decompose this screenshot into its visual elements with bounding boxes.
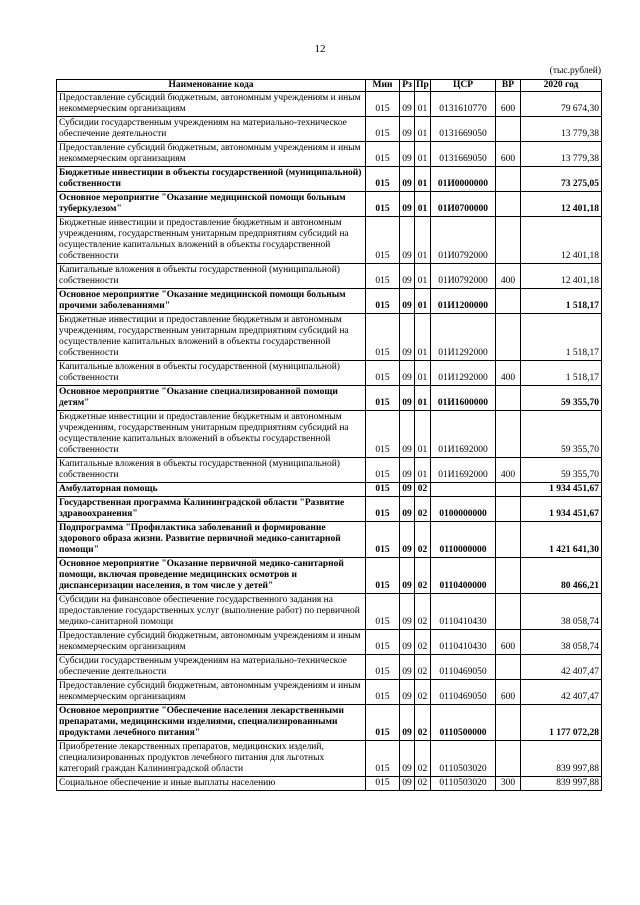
row-name: Предоставление субсидий бюджетным, автономным учреждениям и иным некоммерческим организациям bbox=[57, 142, 366, 167]
row-csr: 01И1600000 bbox=[431, 386, 496, 411]
row-vr bbox=[496, 483, 521, 497]
row-min: 015 bbox=[366, 741, 400, 777]
row-pr: 01 bbox=[415, 361, 431, 386]
row-name: Капитальные вложения в объекты государственной (муниципальной) собственности bbox=[57, 361, 366, 386]
row-rz: 09 bbox=[400, 142, 415, 167]
table-row bbox=[57, 594, 602, 630]
row-name: Предоставление субсидий бюджетным, автономным учреждениям и иным некоммерческим организациям bbox=[57, 92, 366, 117]
row-rz: 09 bbox=[400, 167, 415, 192]
row-amount: 38 058,74 bbox=[521, 630, 602, 655]
row-amount: 79 674,30 bbox=[521, 92, 602, 117]
row-min: 015 bbox=[366, 117, 400, 142]
row-min: 015 bbox=[366, 522, 400, 558]
table-row bbox=[57, 522, 602, 558]
row-pr: 02 bbox=[415, 655, 431, 680]
row-name: Основное мероприятие "Обеспечение населения лекарственными препаратами, медицинскими изделиями, специализированными продуктами лечебного питания" bbox=[57, 705, 366, 741]
page-number: 12 bbox=[314, 43, 326, 55]
row-rz: 09 bbox=[400, 217, 415, 264]
row-pr: 01 bbox=[415, 167, 431, 192]
row-vr bbox=[496, 594, 521, 630]
row-amount: 59 355,70 bbox=[521, 386, 602, 411]
row-name: Субсидии государственным учреждениям на материально-техническое обеспечение деятельности bbox=[57, 655, 366, 680]
row-min: 015 bbox=[366, 630, 400, 655]
row-min: 015 bbox=[366, 655, 400, 680]
row-rz: 09 bbox=[400, 630, 415, 655]
row-csr: 01И1200000 bbox=[431, 289, 496, 314]
row-amount: 839 997,88 bbox=[521, 741, 602, 777]
row-name: Субсидии государственным учреждениям на материально-техническое обеспечение деятельности bbox=[57, 117, 366, 142]
row-rz: 09 bbox=[400, 741, 415, 777]
row-name: Социальное обеспечение и иные выплаты населению bbox=[57, 777, 366, 791]
row-vr bbox=[496, 167, 521, 192]
table-row bbox=[57, 314, 602, 361]
header-amount: 2020 год bbox=[521, 80, 602, 92]
row-amount: 1 934 451,67 bbox=[521, 483, 602, 497]
row-amount: 12 401,18 bbox=[521, 192, 602, 217]
table-row bbox=[57, 411, 602, 458]
row-rz: 09 bbox=[400, 289, 415, 314]
row-vr: 400 bbox=[496, 264, 521, 289]
row-amount: 1 934 451,67 bbox=[521, 497, 602, 522]
row-name: Подпрограмма "Профилактика заболеваний и формирование здорового образа жизни. Развитие первичной медико-санитарной помощи" bbox=[57, 522, 366, 558]
row-rz: 09 bbox=[400, 497, 415, 522]
row-rz: 09 bbox=[400, 594, 415, 630]
row-pr: 01 bbox=[415, 314, 431, 361]
row-min: 015 bbox=[366, 680, 400, 705]
row-amount: 1 421 641,30 bbox=[521, 522, 602, 558]
row-csr: 01И1692000 bbox=[431, 411, 496, 458]
row-min: 015 bbox=[366, 167, 400, 192]
row-amount: 73 275,05 bbox=[521, 167, 602, 192]
row-name: Предоставление субсидий бюджетным, автономным учреждениям и иным некоммерческим организациям bbox=[57, 630, 366, 655]
unit-label: (тыс.рублей) bbox=[549, 66, 601, 76]
table-row bbox=[57, 142, 602, 167]
row-csr: 0110400000 bbox=[431, 558, 496, 594]
row-csr: 0131669050 bbox=[431, 142, 496, 167]
table-row bbox=[57, 483, 602, 497]
row-csr: 0110469050 bbox=[431, 655, 496, 680]
row-rz: 09 bbox=[400, 458, 415, 483]
row-pr: 02 bbox=[415, 522, 431, 558]
row-name: Бюджетные инвестиции и предоставление бюджетным и автономным учреждениям, государственным унитарным предприятиям субсидий на осуществление капитальных вложений в объекты государственной собственности bbox=[57, 411, 366, 458]
row-min: 015 bbox=[366, 192, 400, 217]
row-min: 015 bbox=[366, 558, 400, 594]
row-name: Капитальные вложения в объекты государственной (муниципальной) собственности bbox=[57, 264, 366, 289]
table-row bbox=[57, 558, 602, 594]
row-rz: 09 bbox=[400, 314, 415, 361]
row-vr: 300 bbox=[496, 777, 521, 791]
row-vr bbox=[496, 705, 521, 741]
row-rz: 09 bbox=[400, 655, 415, 680]
table-row bbox=[57, 167, 602, 192]
row-min: 015 bbox=[366, 217, 400, 264]
row-amount: 1 518,17 bbox=[521, 314, 602, 361]
row-csr: 01И1292000 bbox=[431, 361, 496, 386]
row-min: 015 bbox=[366, 483, 400, 497]
row-name: Субсидии на финансовое обеспечение государственного задания на предоставление государственных услуг (выполнение работ) по первичной медико-санитарной помощи bbox=[57, 594, 366, 630]
row-rz: 09 bbox=[400, 192, 415, 217]
row-min: 015 bbox=[366, 497, 400, 522]
row-name: Основное мероприятие "Оказание медицинской помощи больным туберкулезом" bbox=[57, 192, 366, 217]
row-pr: 02 bbox=[415, 777, 431, 791]
row-pr: 02 bbox=[415, 741, 431, 777]
row-amount: 13 779,38 bbox=[521, 117, 602, 142]
row-rz: 09 bbox=[400, 680, 415, 705]
row-amount: 12 401,18 bbox=[521, 217, 602, 264]
row-csr: 0110500000 bbox=[431, 705, 496, 741]
table-row bbox=[57, 192, 602, 217]
row-rz: 09 bbox=[400, 361, 415, 386]
row-rz: 09 bbox=[400, 777, 415, 791]
row-vr bbox=[496, 558, 521, 594]
row-amount: 839 997,88 bbox=[521, 777, 602, 791]
row-min: 015 bbox=[366, 361, 400, 386]
header-row bbox=[57, 80, 602, 92]
row-csr: 01И0792000 bbox=[431, 264, 496, 289]
row-csr: 0110000000 bbox=[431, 522, 496, 558]
row-vr bbox=[496, 217, 521, 264]
row-pr: 01 bbox=[415, 289, 431, 314]
row-rz: 09 bbox=[400, 386, 415, 411]
row-pr: 01 bbox=[415, 192, 431, 217]
table-body bbox=[57, 92, 602, 791]
row-name: Бюджетные инвестиции и предоставление бюджетным и автономным учреждениям, государственным унитарным предприятиям субсидий на осуществление капитальных вложений в объекты государственной собственности bbox=[57, 314, 366, 361]
row-vr bbox=[496, 192, 521, 217]
row-min: 015 bbox=[366, 458, 400, 483]
table-row bbox=[57, 361, 602, 386]
row-pr: 02 bbox=[415, 630, 431, 655]
row-rz: 09 bbox=[400, 522, 415, 558]
row-min: 015 bbox=[366, 386, 400, 411]
row-vr: 600 bbox=[496, 630, 521, 655]
row-vr bbox=[496, 314, 521, 361]
row-csr: 0110410430 bbox=[431, 594, 496, 630]
row-csr: 0110410430 bbox=[431, 630, 496, 655]
row-min: 015 bbox=[366, 264, 400, 289]
row-name: Основное мероприятие "Оказание специализированной помощи детям" bbox=[57, 386, 366, 411]
row-pr: 01 bbox=[415, 142, 431, 167]
row-vr bbox=[496, 497, 521, 522]
row-min: 015 bbox=[366, 314, 400, 361]
row-csr: 0110469050 bbox=[431, 680, 496, 705]
header-pr: Пр bbox=[416, 80, 429, 90]
row-amount: 42 407,47 bbox=[521, 680, 602, 705]
header-rz: Рз bbox=[400, 80, 415, 92]
row-amount: 13 779,38 bbox=[521, 142, 602, 167]
row-name: Предоставление субсидий бюджетным, автономным учреждениям и иным некоммерческим организациям bbox=[57, 680, 366, 705]
row-amount: 1 518,17 bbox=[521, 361, 602, 386]
row-amount: 59 355,70 bbox=[521, 458, 602, 483]
table-row bbox=[57, 705, 602, 741]
budget-table bbox=[56, 79, 602, 791]
row-csr: 01И0700000 bbox=[431, 192, 496, 217]
row-vr bbox=[496, 386, 521, 411]
row-pr: 01 bbox=[415, 117, 431, 142]
row-pr: 02 bbox=[415, 680, 431, 705]
row-min: 015 bbox=[366, 594, 400, 630]
row-vr bbox=[496, 522, 521, 558]
row-pr: 01 bbox=[415, 386, 431, 411]
table-row bbox=[57, 92, 602, 117]
row-csr: 0100000000 bbox=[431, 497, 496, 522]
row-rz: 09 bbox=[400, 264, 415, 289]
row-pr: 02 bbox=[415, 594, 431, 630]
row-vr: 600 bbox=[496, 680, 521, 705]
row-rz: 09 bbox=[400, 705, 415, 741]
row-pr: 01 bbox=[415, 458, 431, 483]
table-row bbox=[57, 497, 602, 522]
header-name: Наименование кода bbox=[57, 80, 366, 92]
row-vr bbox=[496, 741, 521, 777]
row-min: 015 bbox=[366, 92, 400, 117]
row-csr: 0110503020 bbox=[431, 741, 496, 777]
row-rz: 09 bbox=[400, 411, 415, 458]
row-vr: 400 bbox=[496, 458, 521, 483]
row-rz: 09 bbox=[400, 117, 415, 142]
row-pr: 01 bbox=[415, 264, 431, 289]
row-vr bbox=[496, 411, 521, 458]
table-row bbox=[57, 264, 602, 289]
row-name: Капитальные вложения в объекты государственной (муниципальной) собственности bbox=[57, 458, 366, 483]
row-pr: 01 bbox=[415, 411, 431, 458]
row-csr: 0110503020 bbox=[431, 777, 496, 791]
row-csr: 01И0000000 bbox=[431, 167, 496, 192]
row-csr: 01И0792000 bbox=[431, 217, 496, 264]
row-amount: 80 466,21 bbox=[521, 558, 602, 594]
row-pr: 02 bbox=[415, 483, 431, 497]
row-min: 015 bbox=[366, 777, 400, 791]
row-name: Основное мероприятие "Оказание медицинской помощи больным прочими заболеваниями" bbox=[57, 289, 366, 314]
table-row bbox=[57, 458, 602, 483]
row-amount: 1 518,17 bbox=[521, 289, 602, 314]
row-vr bbox=[496, 117, 521, 142]
header-csr: ЦСР bbox=[431, 80, 496, 92]
table-row bbox=[57, 217, 602, 264]
row-min: 015 bbox=[366, 411, 400, 458]
table-row bbox=[57, 741, 602, 777]
row-csr: 0131610770 bbox=[431, 92, 496, 117]
table-row bbox=[57, 630, 602, 655]
row-csr: 01И1292000 bbox=[431, 314, 496, 361]
row-csr: 0131669050 bbox=[431, 117, 496, 142]
row-pr: 01 bbox=[415, 92, 431, 117]
row-min: 015 bbox=[366, 705, 400, 741]
row-amount: 12 401,18 bbox=[521, 264, 602, 289]
row-name: Основное мероприятие "Оказание первичной медико-санитарной помощи, включая проведение медицинских осмотров и диспансеризации населения, в том числе у детей" bbox=[57, 558, 366, 594]
row-csr bbox=[431, 483, 496, 497]
row-vr: 600 bbox=[496, 92, 521, 117]
table-row bbox=[57, 386, 602, 411]
row-name: Государственная программа Калининградской области "Развитие здравоохранения" bbox=[57, 497, 366, 522]
row-amount: 38 058,74 bbox=[521, 594, 602, 630]
row-pr: 02 bbox=[415, 705, 431, 741]
table-row bbox=[57, 655, 602, 680]
row-name: Приобретение лекарственных препаратов, медицинских изделий, специализированных продуктов лечебного питания для льготных категорий граждан Калининградской области bbox=[57, 741, 366, 777]
header-min: Мин bbox=[366, 80, 400, 92]
row-pr: 02 bbox=[415, 558, 431, 594]
header-vr: ВР bbox=[496, 80, 521, 92]
row-amount: 42 407,47 bbox=[521, 655, 602, 680]
row-name: Бюджетные инвестиции и предоставление бюджетным и автономным учреждениям, государственным унитарным предприятиям субсидий на осуществление капитальных вложений в объекты государственной собственности bbox=[57, 217, 366, 264]
table-row bbox=[57, 289, 602, 314]
row-amount: 1 177 072,28 bbox=[521, 705, 602, 741]
table-row bbox=[57, 777, 602, 791]
row-amount: 59 355,70 bbox=[521, 411, 602, 458]
row-name: Бюджетные инвестиции в объекты государственной (муниципальной) собственности bbox=[57, 167, 366, 192]
row-vr bbox=[496, 289, 521, 314]
row-rz: 09 bbox=[400, 558, 415, 594]
row-rz: 09 bbox=[400, 92, 415, 117]
table-row bbox=[57, 680, 602, 705]
row-pr: 01 bbox=[415, 217, 431, 264]
row-vr: 600 bbox=[496, 142, 521, 167]
row-vr: 400 bbox=[496, 361, 521, 386]
row-min: 015 bbox=[366, 142, 400, 167]
row-pr: 02 bbox=[415, 497, 431, 522]
table-row bbox=[57, 117, 602, 142]
row-csr: 01И1692000 bbox=[431, 458, 496, 483]
row-vr bbox=[496, 655, 521, 680]
row-min: 015 bbox=[366, 289, 400, 314]
row-rz: 09 bbox=[400, 483, 415, 497]
row-name: Амбулаторная помощь bbox=[57, 483, 366, 497]
